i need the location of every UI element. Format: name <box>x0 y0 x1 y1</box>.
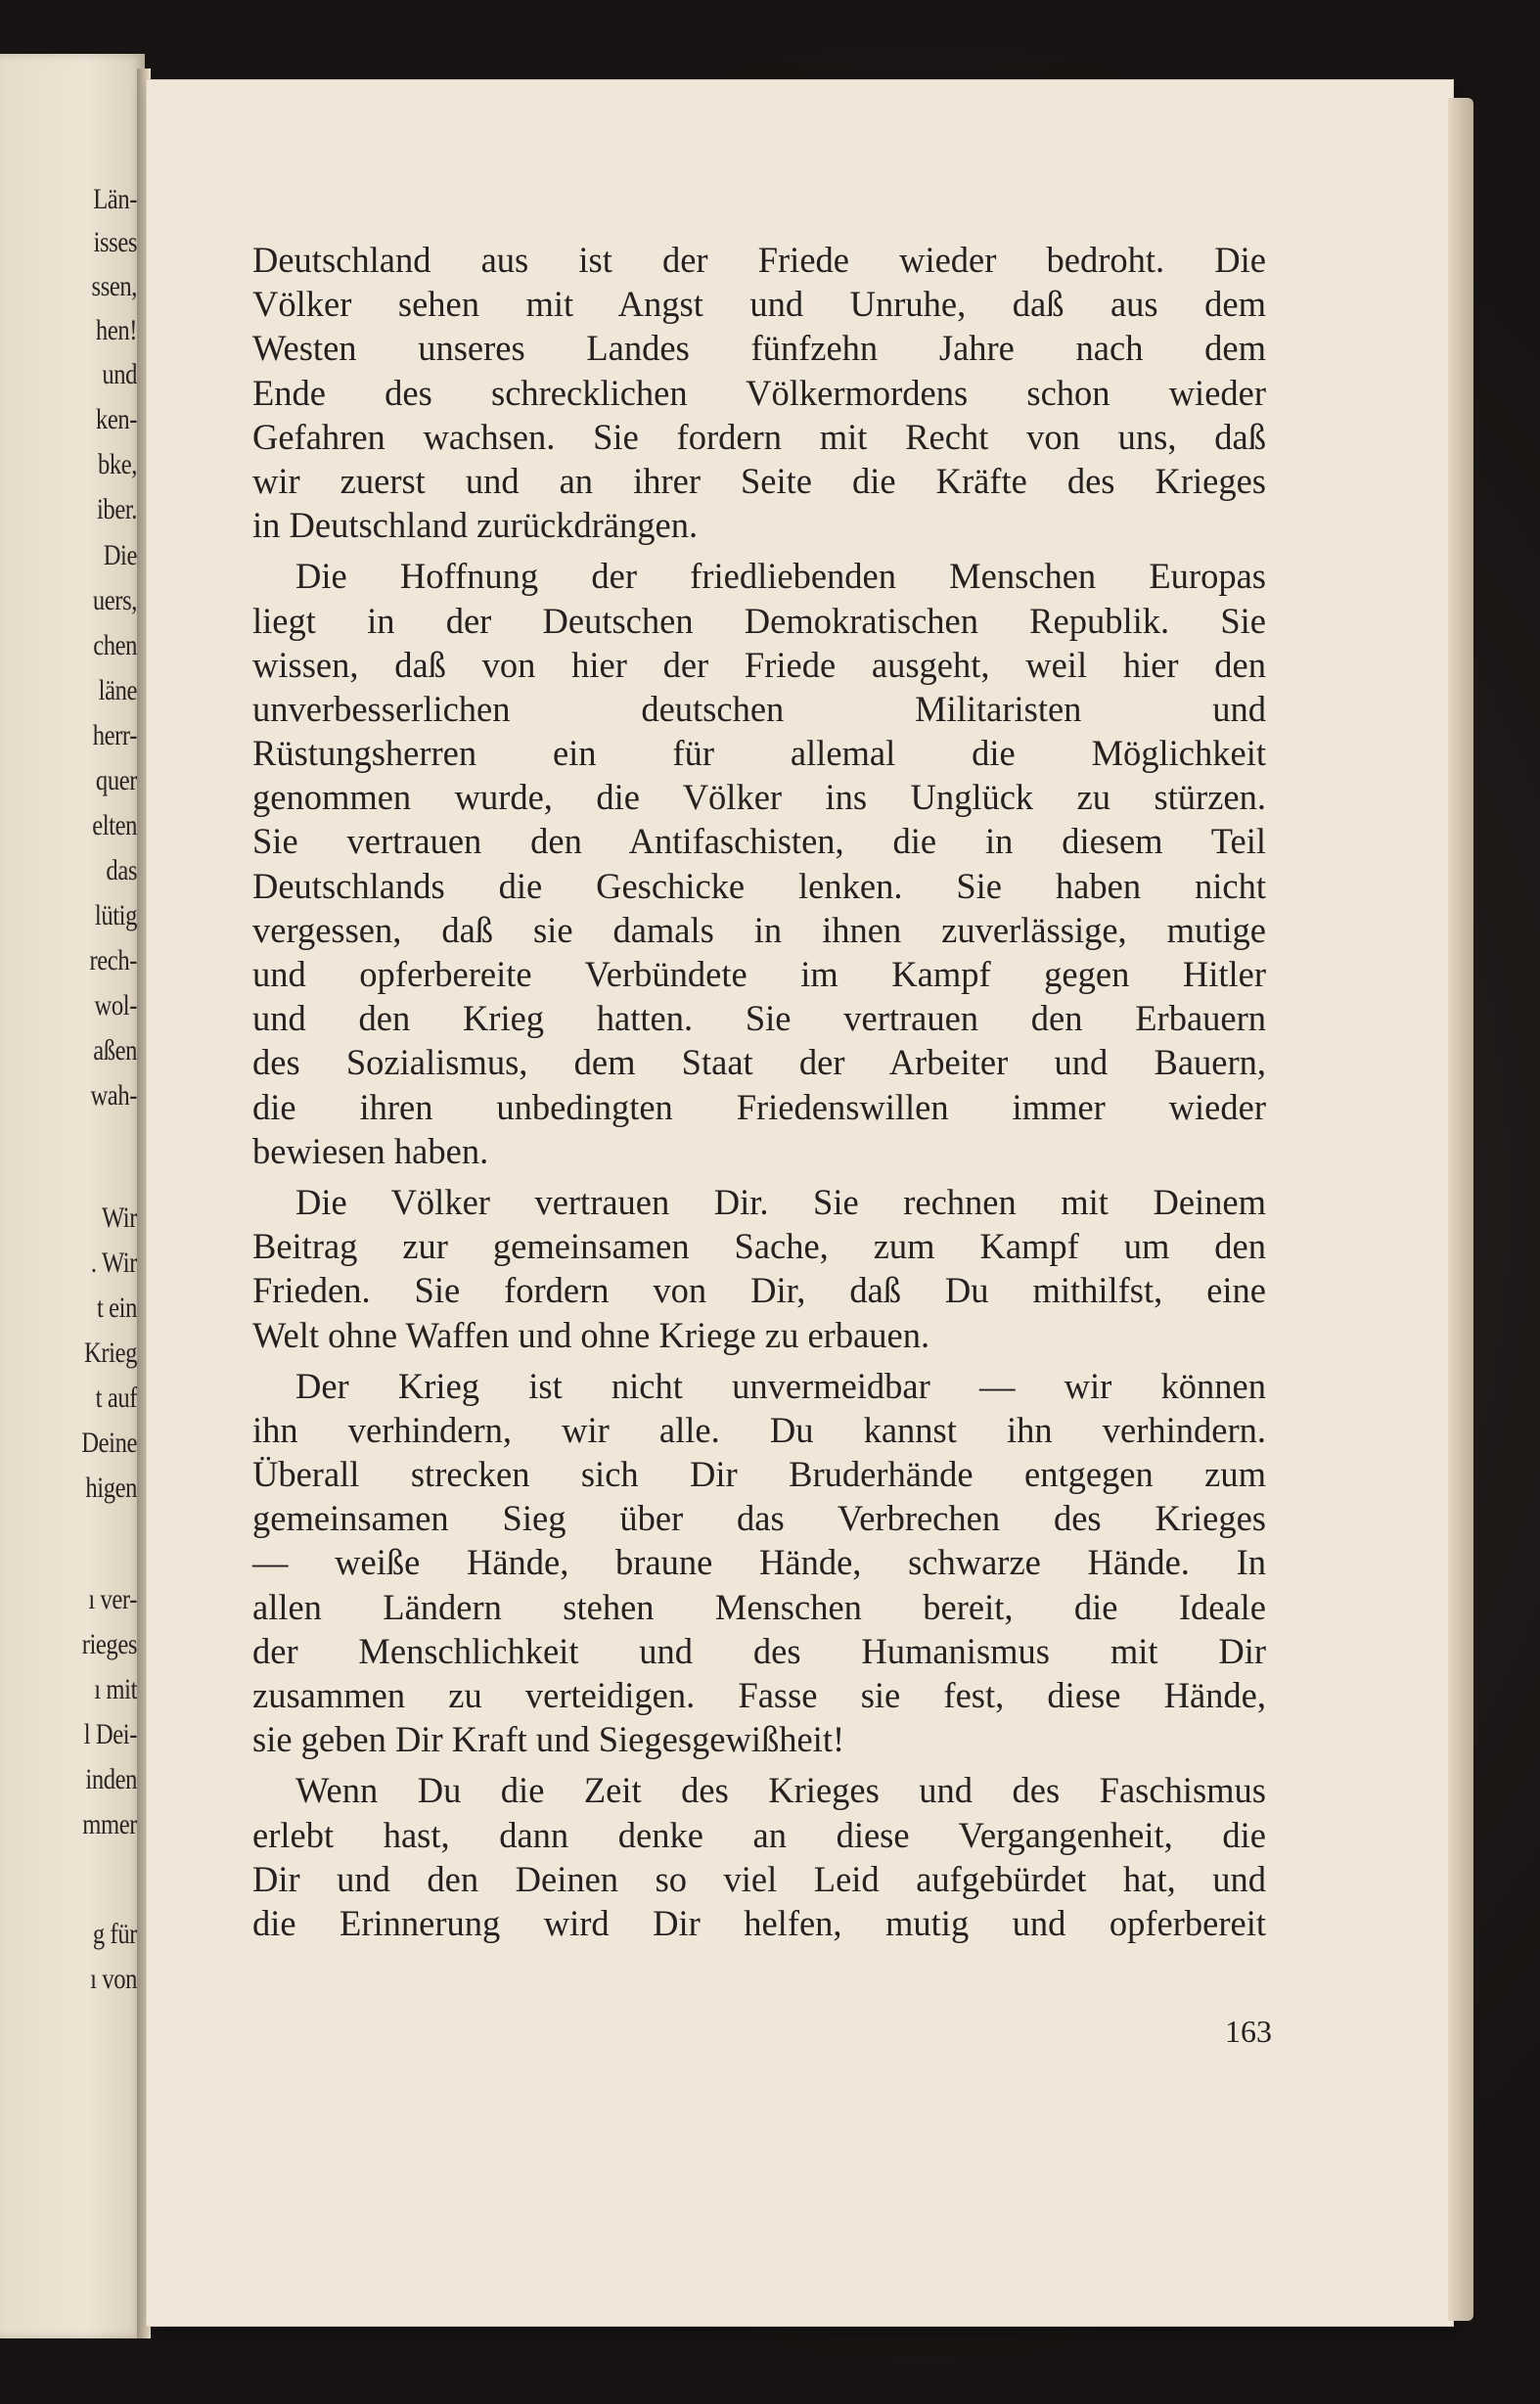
left-page-fragment: t auf <box>95 1382 137 1414</box>
text-line: allen Ländern stehen Menschen bereit, die Ideale <box>252 1586 1266 1627</box>
text-line: Wenn Du die Zeit des Krieges und des Faschismus <box>295 1770 1266 1811</box>
left-page-fragment: ı ver- <box>88 1583 137 1615</box>
left-page-fragment: higen <box>85 1472 137 1504</box>
text-line: Die Hoffnung der friedliebenden Menschen Europas <box>295 556 1266 597</box>
left-page-fragment: Die <box>103 539 137 571</box>
left-page-fragment: lütig <box>94 899 137 931</box>
left-page-fragment: iber. <box>97 493 137 525</box>
text-line: wir zuerst und an ihrer Seite die Kräfte des Krieges <box>252 460 1266 501</box>
text-line: Deutschland aus ist der Friede wieder bedroht. Die <box>252 240 1266 280</box>
left-page-fragment: t ein <box>97 1292 137 1324</box>
page-body-text <box>252 238 1266 1952</box>
left-page-fragment: ı von <box>90 1963 137 1995</box>
left-page-fragment: wol- <box>94 989 137 1021</box>
left-page-fragment: Deine <box>81 1427 137 1459</box>
paragraph <box>252 238 1266 547</box>
text-line: Westen unseres Landes fünfzehn Jahre nach dem <box>252 328 1266 369</box>
text-line: genommen wurde, die Völker ins Unglück zu stürzen. <box>252 777 1266 818</box>
left-page-margin <box>0 54 145 2338</box>
left-page-fragment: ssen, <box>91 270 137 302</box>
text-line: und opferbereite Verbündete im Kampf gegen Hitler <box>252 954 1266 994</box>
left-page-fragment: elten <box>92 809 137 841</box>
text-line: Gefahren wachsen. Sie fordern mit Recht von uns, daß <box>252 416 1266 457</box>
left-page-fragment: isses <box>93 226 137 258</box>
text-line: der Menschlichkeit und des Humanismus mit Dir <box>252 1630 1266 1671</box>
left-page-fragment: l Dei- <box>83 1718 137 1750</box>
text-line: sie geben Dir Kraft und Siegesgewißheit! <box>252 1719 845 1760</box>
left-page-fragment: Wir <box>101 1202 137 1234</box>
page-number: 163 <box>1225 2014 1272 2049</box>
left-page-fragment: inden <box>85 1763 137 1795</box>
left-page-fragment: rech- <box>89 944 137 976</box>
text-line: zusammen zu verteidigen. Fasse sie fest, diese Hände, <box>252 1675 1266 1715</box>
text-line: gemeinsamen Sieg über das Verbrechen des Krieges <box>252 1498 1266 1539</box>
text-line: Dir und den Deinen so viel Leid aufgebürdet hat, und <box>252 1858 1266 1899</box>
text-line: liegt in der Deutschen Demokratischen Republik. Sie <box>252 600 1266 641</box>
paragraph <box>252 1180 1266 1357</box>
left-page-fragment: . Wir <box>90 1247 137 1279</box>
text-line: bewiesen haben. <box>252 1130 489 1171</box>
left-page-fragment: ı mit <box>94 1673 137 1705</box>
text-line: unverbesserlichen deutschen Militaristen und <box>252 688 1266 729</box>
left-page-fragment: ken- <box>95 403 137 435</box>
text-line: Rüstungsherren ein für allemal die Möglichkeit <box>252 733 1266 774</box>
text-line: Welt ohne Waffen und ohne Kriege zu erbauen. <box>252 1314 930 1355</box>
text-line: vergessen, daß sie damals in ihnen zuverlässige, mutige <box>252 909 1266 950</box>
text-line: Völker sehen mit Angst und Unruhe, daß aus dem <box>252 284 1266 325</box>
text-line: die Erinnerung wird Dir helfen, mutig und opferbereit <box>252 1902 1266 1943</box>
paragraph <box>252 1768 1266 1945</box>
left-page-fragment: rieges <box>81 1628 137 1660</box>
left-page-fragment: quer <box>95 764 137 796</box>
paragraph <box>252 1364 1266 1762</box>
text-line: Überall strecken sich Dir Bruderhände entgegen zum <box>252 1454 1266 1495</box>
page-stack-edge <box>1448 98 1473 2321</box>
text-line: Ende des schrecklichen Völkermordens schon wieder <box>252 372 1266 413</box>
text-line: und den Krieg hatten. Sie vertrauen den Erbauern <box>252 998 1266 1039</box>
text-line: wissen, daß von hier der Friede ausgeht, weil hier den <box>252 644 1266 685</box>
left-page-fragment: Krieg <box>84 1337 137 1369</box>
paragraph <box>252 554 1266 1173</box>
left-page-fragment: und <box>102 358 137 390</box>
left-page-fragment: g für <box>92 1918 137 1950</box>
text-line: ihn verhindern, wir alle. Du kannst ihn verhindern. <box>252 1409 1266 1450</box>
left-page-fragment: herr- <box>92 719 137 751</box>
left-page-fragment: chen <box>93 629 137 661</box>
left-page-fragment: wah- <box>90 1079 137 1111</box>
text-line: Sie vertrauen den Antifaschisten, die in diesem Teil <box>252 821 1266 862</box>
text-line: Beitrag zur gemeinsamen Sache, zum Kampf um den <box>252 1226 1266 1267</box>
left-page-fragment: mmer <box>82 1808 137 1840</box>
text-line: Die Völker vertrauen Dir. Sie rechnen mit Deinem <box>295 1181 1266 1222</box>
left-page-fragment: bke, <box>97 448 137 480</box>
text-line: — weiße Hände, braune Hände, schwarze Hände. In <box>252 1542 1266 1583</box>
left-page-fragment: aßen <box>93 1034 137 1066</box>
text-line: Frieden. Sie fordern von Dir, daß Du mithilfst, eine <box>252 1270 1266 1311</box>
text-line: in Deutschland zurückdrängen. <box>252 505 699 546</box>
left-page-fragment: Län- <box>93 183 137 215</box>
text-line: Der Krieg ist nicht unvermeidbar — wir können <box>295 1365 1266 1406</box>
text-line: die ihren unbedingten Friedenswillen immer wieder <box>252 1086 1266 1127</box>
left-page-fragment: das <box>106 854 137 886</box>
left-page-fragment: uers, <box>92 584 137 616</box>
text-line: Deutschlands die Geschicke lenken. Sie haben nicht <box>252 865 1266 906</box>
left-page-fragment: hen! <box>95 314 137 346</box>
text-line: erlebt hast, dann denke an diese Vergangenheit, die <box>252 1814 1266 1855</box>
left-page-fragment: läne <box>98 674 137 706</box>
text-line: des Sozialismus, dem Staat der Arbeiter und Bauern, <box>252 1042 1266 1083</box>
